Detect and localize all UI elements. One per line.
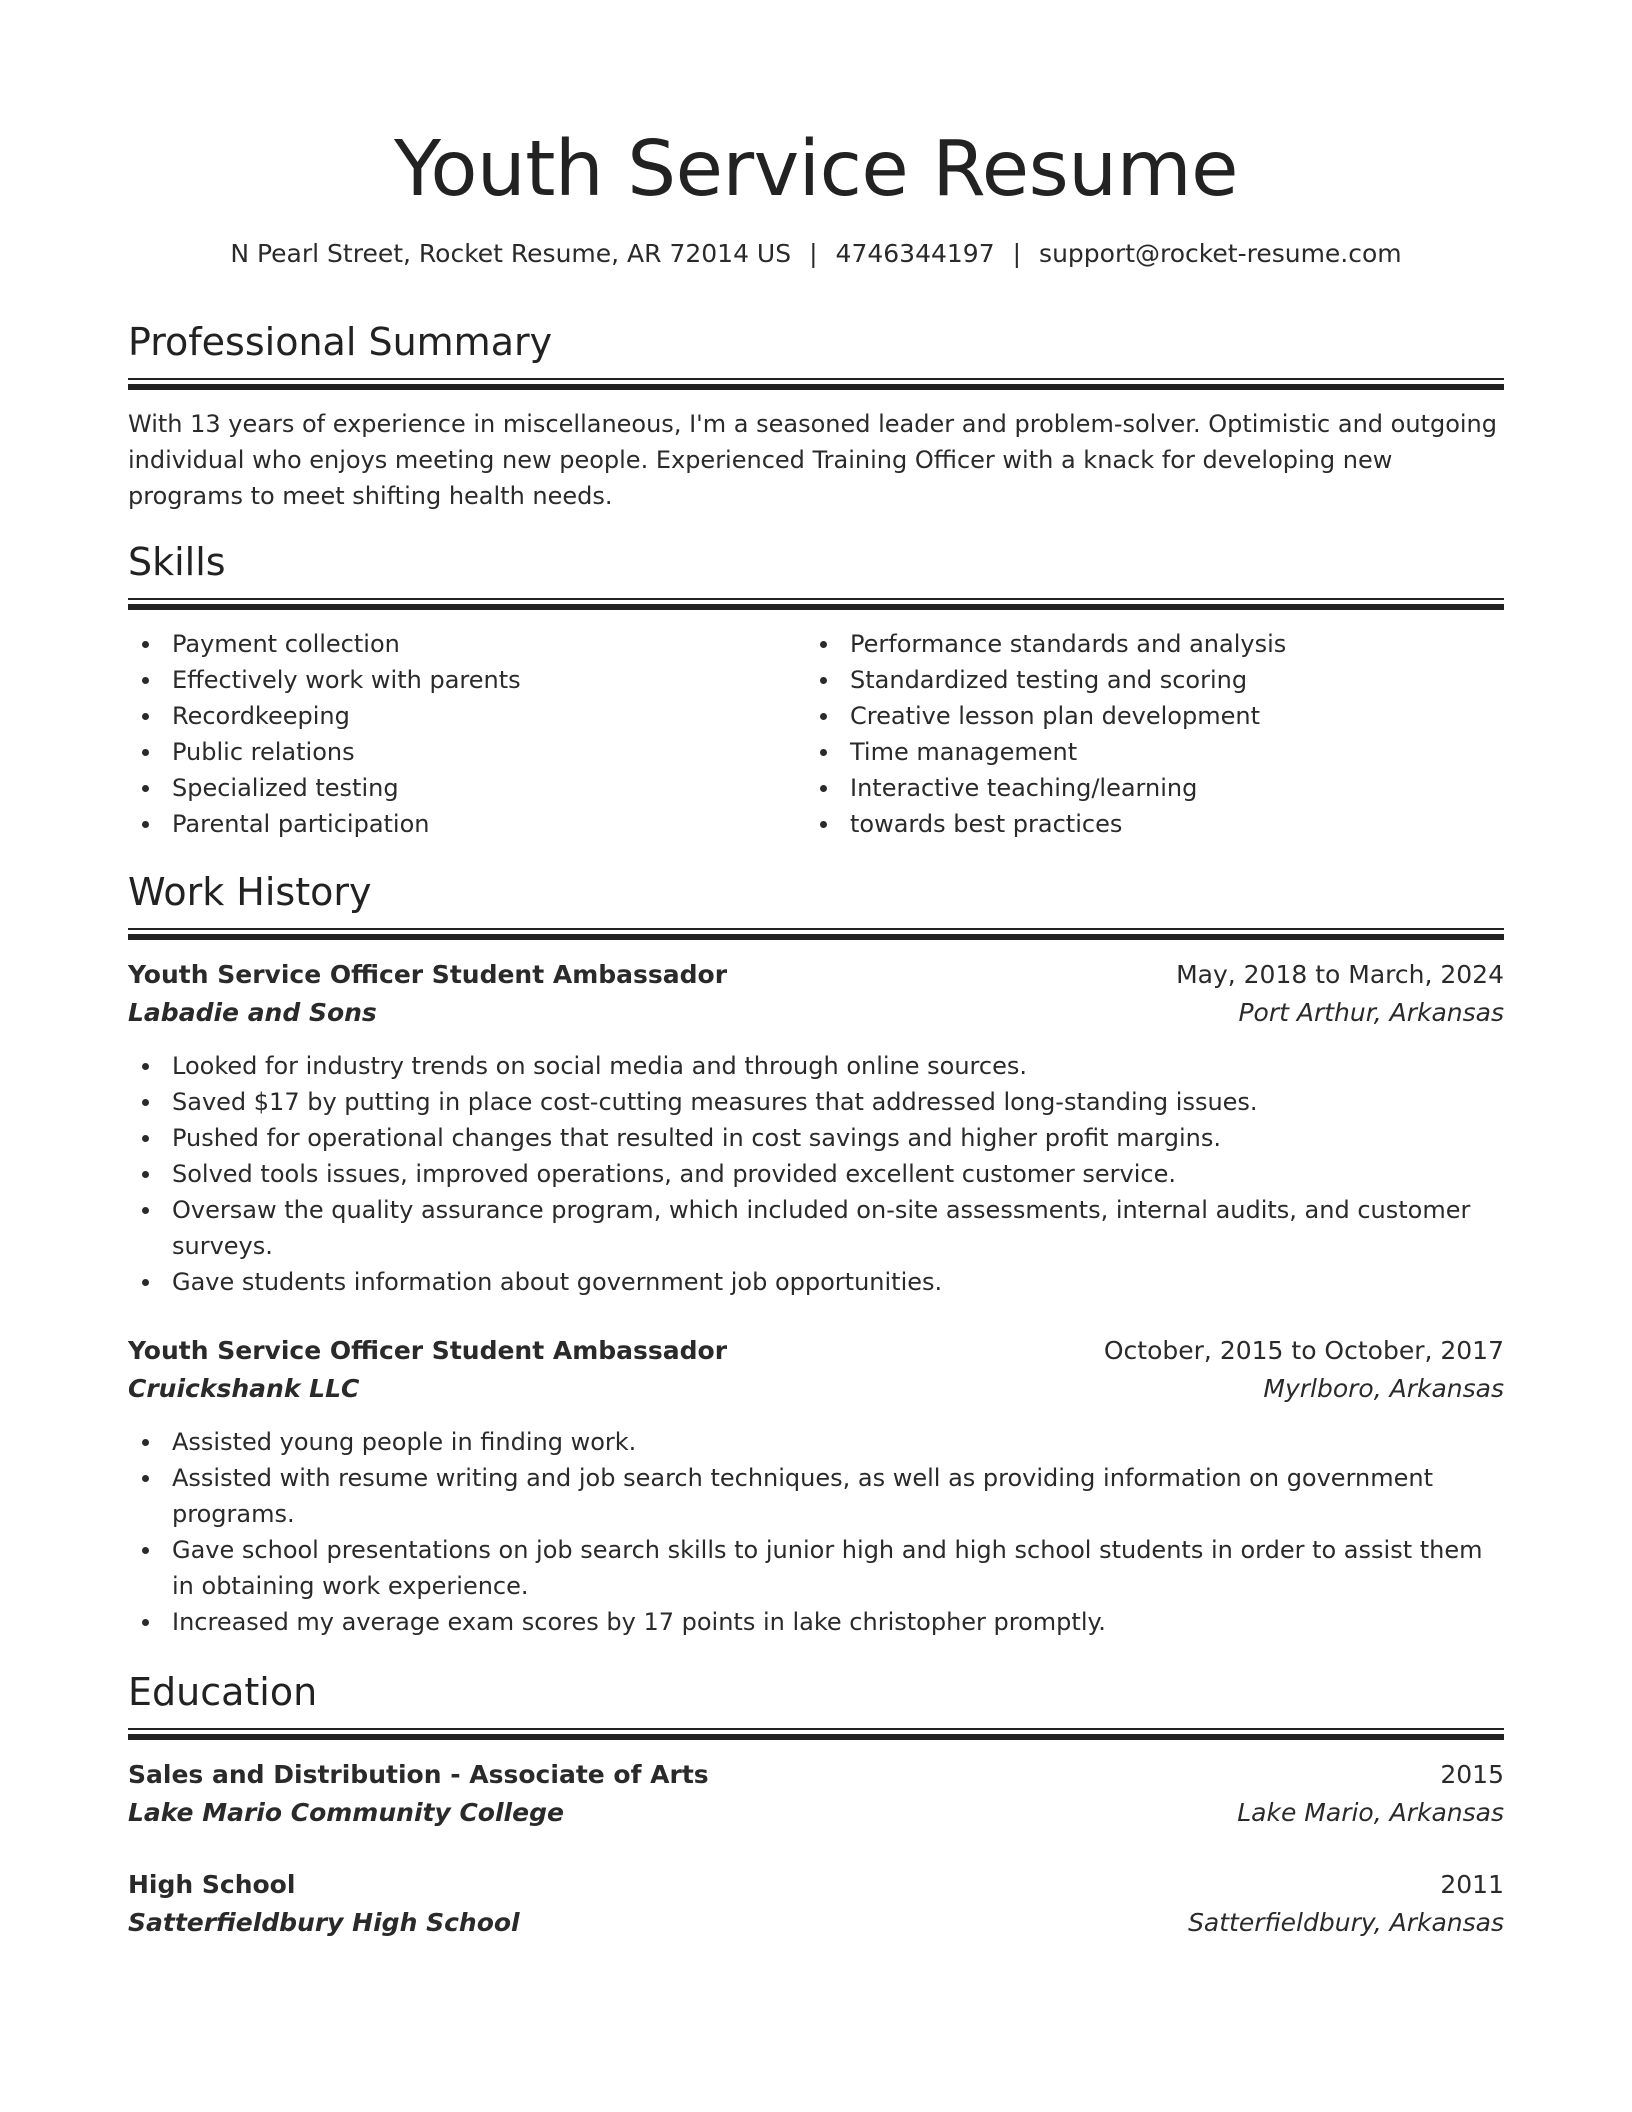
skill-item: Recordkeeping [128, 698, 806, 734]
company-name: Labadie and Sons [128, 998, 377, 1027]
job-dates: May, 2018 to March, 2024 [1176, 960, 1504, 989]
section-divider [128, 928, 1504, 940]
job-dates: October, 2015 to October, 2017 [1103, 1336, 1504, 1365]
skill-item: Specialized testing [128, 770, 806, 806]
skill-item: Performance standards and analysis [806, 626, 1484, 662]
contact-phone: 4746344197 [835, 239, 995, 268]
graduation-year: 2015 [1440, 1760, 1504, 1789]
school-name: Satterfieldbury High School [128, 1908, 520, 1937]
job-title: Youth Service Officer Student Ambassador [128, 960, 728, 989]
job-entry [128, 1332, 1504, 1640]
skill-item: Payment collection [128, 626, 806, 662]
contact-line [0, 236, 1632, 272]
degree-name: Sales and Distribution - Associate of Arts [128, 1760, 709, 1789]
summary-section [128, 318, 1504, 514]
school-location: Lake Mario, Arkansas [1237, 1798, 1504, 1827]
job-bullet: Solved tools issues, improved operations, and provided excellent customer service. [128, 1156, 1504, 1192]
work-history-heading: Work History [128, 870, 372, 914]
job-title: Youth Service Officer Student Ambassador [128, 1336, 728, 1365]
skill-item: Effectively work with parents [128, 662, 806, 698]
education-heading: Education [128, 1670, 318, 1714]
work-history-section [128, 868, 1504, 1640]
job-bullet: Saved $17 by putting in place cost-cutting measures that addressed long-standing issues. [128, 1084, 1504, 1120]
contact-separator: | [1012, 239, 1022, 268]
skills-list-right [806, 626, 1484, 842]
section-divider [128, 1728, 1504, 1740]
summary-text: With 13 years of experience in miscellaneous, I'm a seasoned leader and problem-solver. Optimistic and outgoing individual who enjoys meeting new people. Experienced Training Officer with a knack for developing new programs to meet shifting health needs. [128, 410, 1497, 510]
skills-columns [128, 626, 1504, 842]
job-location: Port Arthur, Arkansas [1238, 998, 1504, 1027]
job-bullets [128, 1424, 1504, 1640]
skills-section [128, 538, 1504, 842]
skills-heading: Skills [128, 540, 226, 584]
job-bullet: Gave school presentations on job search skills to junior high and high school students in order to assist them in obtaining work experience. [128, 1532, 1504, 1604]
skill-item: Public relations [128, 734, 806, 770]
degree-name: High School [128, 1870, 296, 1899]
job-bullet: Assisted young people in finding work. [128, 1424, 1504, 1460]
education-entry [128, 1866, 1504, 1942]
school-name: Lake Mario Community College [128, 1798, 564, 1827]
skill-item: Parental participation [128, 806, 806, 842]
contact-address: N Pearl Street, Rocket Resume, AR 72014 US [230, 239, 792, 268]
education-entry [128, 1756, 1504, 1832]
skill-item: Interactive teaching/learning [806, 770, 1484, 806]
job-bullet: Oversaw the quality assurance program, which included on-site assessments, internal audits, and customer surveys. [128, 1192, 1504, 1264]
section-divider [128, 598, 1504, 610]
job-bullet: Gave students information about government job opportunities. [128, 1264, 1504, 1300]
skill-item: Standardized testing and scoring [806, 662, 1484, 698]
job-bullet: Assisted with resume writing and job search techniques, as well as providing information on government programs. [128, 1460, 1504, 1532]
resume-title: Youth Service Resume [394, 125, 1238, 214]
job-location: Myrlboro, Arkansas [1263, 1374, 1504, 1403]
job-bullet: Increased my average exam scores by 17 points in lake christopher promptly. [128, 1604, 1504, 1640]
contact-email: support@rocket-resume.com [1039, 239, 1402, 268]
job-bullets [128, 1048, 1504, 1300]
summary-heading: Professional Summary [128, 320, 553, 364]
job-bullet: Looked for industry trends on social media and through online sources. [128, 1048, 1504, 1084]
skill-item: towards best practices [806, 806, 1484, 842]
graduation-year: 2011 [1440, 1870, 1504, 1899]
contact-separator: | [809, 239, 818, 268]
section-divider [128, 378, 1504, 390]
skill-item: Time management [806, 734, 1484, 770]
education-section [128, 1668, 1504, 1942]
skills-list-left [128, 626, 806, 842]
school-location: Satterfieldbury, Arkansas [1188, 1908, 1504, 1937]
job-bullet: Pushed for operational changes that resulted in cost savings and higher profit margins. [128, 1120, 1504, 1156]
company-name: Cruickshank LLC [128, 1374, 360, 1403]
job-entry [128, 956, 1504, 1300]
skill-item: Creative lesson plan development [806, 698, 1484, 734]
